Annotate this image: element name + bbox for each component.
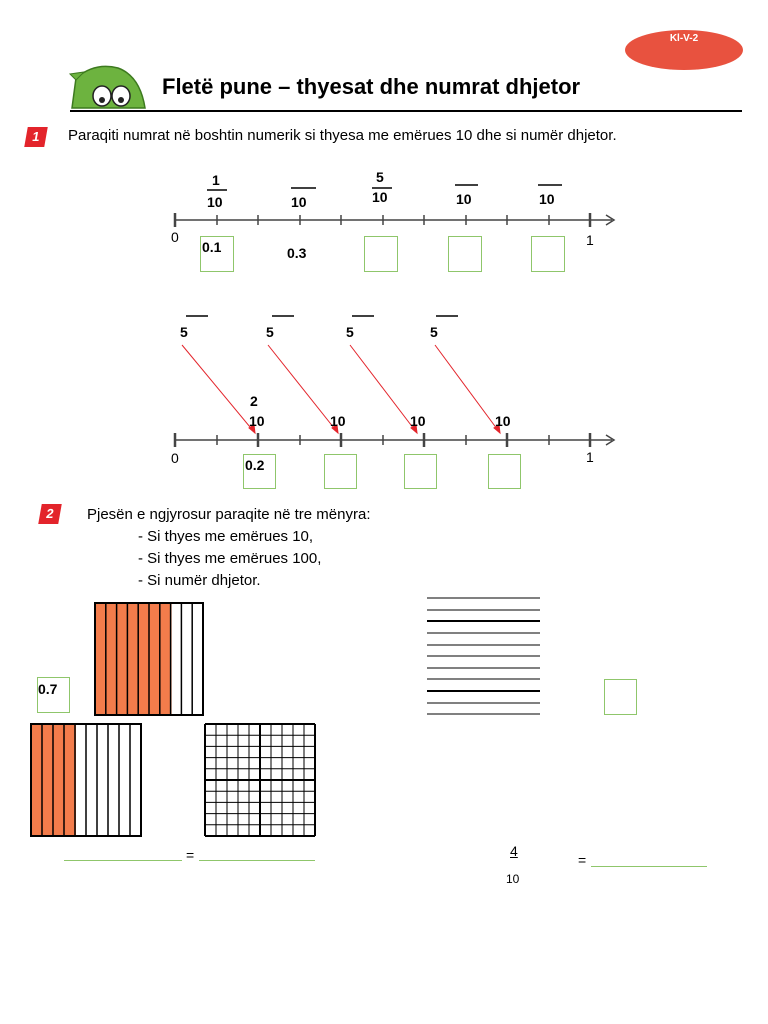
owl-mascot-icon [70, 66, 145, 108]
number-line-1 [175, 213, 614, 227]
fraction-denominator-10: 10 [506, 872, 520, 886]
fraction-numerator-4: 4 [510, 843, 518, 859]
task-2-bullet-1: - Si thyes me emërues 10, [138, 528, 314, 545]
decimal-box-0-5[interactable] [364, 236, 398, 272]
equals-sign-1: = [186, 847, 195, 863]
tenths-model-bottom [31, 724, 141, 836]
page-title: Fletë pune – thyesat dhe numrat dhjetor [162, 74, 581, 99]
line2-denominator-6: 10 [410, 413, 426, 429]
line2-end-label: 1 [586, 449, 594, 465]
line1-denominator-9: 10 [539, 191, 555, 207]
fifths-denominator-3: 5 [346, 324, 354, 340]
answer-line-1[interactable] [64, 860, 182, 861]
decimal-box-0-4[interactable] [324, 454, 357, 489]
task-1-number: 1 [24, 127, 48, 147]
equals-sign-2: = [578, 852, 587, 868]
decimal-value-0-1: 0.1 [202, 239, 222, 255]
line1-denominator-1: 10 [207, 194, 223, 210]
answer-box-lines[interactable] [604, 679, 637, 715]
title-divider [70, 110, 742, 112]
line2-denominator-8: 10 [495, 413, 511, 429]
task-2-bullet-2: - Si thyes me emërues 100, [138, 550, 322, 567]
line2-denominator-4: 10 [330, 413, 346, 429]
line1-denominator-3: 10 [291, 194, 307, 210]
decimal-value-0-3: 0.3 [287, 245, 307, 261]
task-1-instruction: Paraqiti numrat në boshtin numerik si thyesa me emërues 10 dhe si numër dhjetor. [68, 127, 617, 144]
decimal-box-0-9[interactable] [531, 236, 565, 272]
answer-line-2[interactable] [199, 860, 315, 861]
line2-start-label: 0 [171, 450, 179, 466]
task-2-bullet-3: - Si numër dhjetor. [138, 572, 261, 589]
example-decimal-value: 0.7 [38, 681, 58, 697]
task-2-instruction: Pjesën e ngjyrosur paraqite në tre mënyra: [87, 506, 371, 523]
line2-numerator-2: 2 [250, 393, 258, 409]
decimal-box-0-6[interactable] [404, 454, 437, 489]
line2-denominator-2: 10 [249, 413, 265, 429]
line1-denominator-7: 10 [456, 191, 472, 207]
line1-end-label: 1 [586, 232, 594, 248]
line1-numerator-5: 5 [376, 169, 384, 185]
decimal-box-0-8[interactable] [488, 454, 521, 489]
task-2-number: 2 [38, 504, 62, 524]
tenths-model-top [95, 603, 203, 715]
decimal-box-0-7[interactable] [448, 236, 482, 272]
number-line-2 [175, 433, 614, 447]
decimal-value-0-2: 0.2 [245, 457, 265, 473]
fifths-denominator-1: 5 [180, 324, 188, 340]
answer-line-3[interactable] [591, 866, 707, 867]
line1-start-label: 0 [171, 229, 179, 245]
line1-numerator-1: 1 [212, 172, 220, 188]
fifths-denominator-4: 5 [430, 324, 438, 340]
fifths-denominator-2: 5 [266, 324, 274, 340]
hundredths-grid [205, 724, 315, 836]
horizontal-lines-model [427, 598, 540, 714]
class-badge: Kl-V-2 [625, 30, 743, 70]
line1-denominator-5: 10 [372, 189, 388, 205]
